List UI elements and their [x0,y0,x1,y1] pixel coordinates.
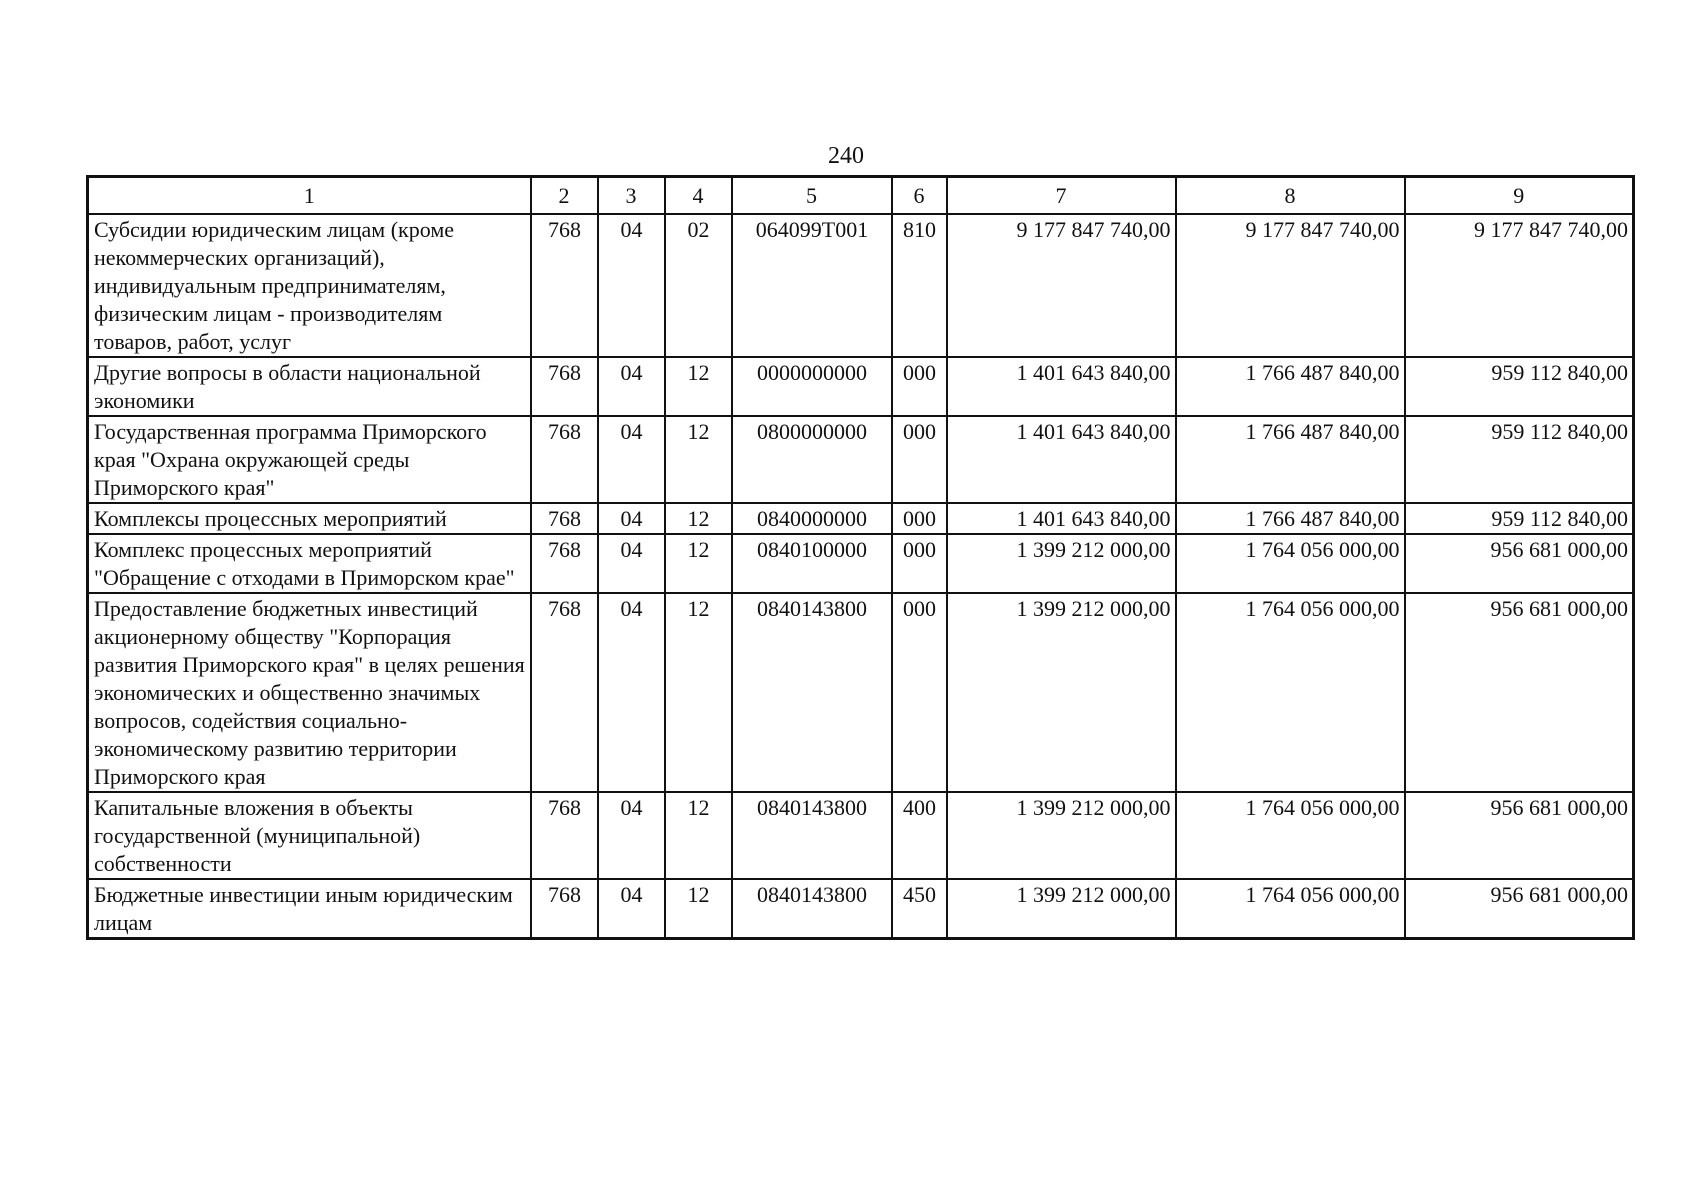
row-name: Бюджетные инвестиции иным юридическим лицам [88,879,531,939]
column-header-5: 5 [732,177,892,215]
row-code-4: 12 [665,357,732,416]
row-code-2: 768 [531,593,598,792]
row-code-6: 000 [892,503,947,534]
row-amount-8: 1 766 487 840,00 [1176,503,1405,534]
row-code-4: 12 [665,593,732,792]
row-amount-7: 1 399 212 000,00 [947,593,1176,792]
row-name: Предоставление бюджетных инвестиций акционерному обществу "Корпорация развития Приморского края" в целях решения экономических и общественно значимых вопросов, содействия социально-экономическому развитию территории Приморского края [88,593,531,792]
row-code-6: 000 [892,357,947,416]
row-code-6: 000 [892,534,947,593]
table-row [88,534,1634,593]
column-header-6: 6 [892,177,947,215]
row-code-4: 02 [665,214,732,357]
row-code-2: 768 [531,503,598,534]
table-row [88,416,1634,503]
row-code-3: 04 [598,214,665,357]
column-header-2: 2 [531,177,598,215]
row-code-5: 0840143800 [732,792,892,879]
row-amount-8: 1 764 056 000,00 [1176,792,1405,879]
column-header-1: 1 [88,177,531,215]
table-row [88,792,1634,879]
row-amount-9: 956 681 000,00 [1405,792,1634,879]
row-code-5: 0840143800 [732,879,892,939]
row-amount-8: 1 764 056 000,00 [1176,534,1405,593]
row-code-2: 768 [531,214,598,357]
row-code-2: 768 [531,792,598,879]
row-code-6: 400 [892,792,947,879]
row-name: Государственная программа Приморского края "Охрана окружающей среды Приморского края" [88,416,531,503]
row-name: Другие вопросы в области национальной экономики [88,357,531,416]
row-name: Капитальные вложения в объекты государственной (муниципальной) собственности [88,792,531,879]
row-amount-8: 1 764 056 000,00 [1176,593,1405,792]
row-code-5: 0840100000 [732,534,892,593]
column-header-7: 7 [947,177,1176,215]
row-name: Субсидии юридическим лицам (кроме некоммерческих организаций), индивидуальным предпринимателям, физическим лицам - производителям товаров, работ, услуг [88,214,531,357]
row-code-2: 768 [531,357,598,416]
table-row [88,214,1634,357]
row-code-6: 000 [892,593,947,792]
row-code-5: 0840000000 [732,503,892,534]
row-amount-7: 1 401 643 840,00 [947,357,1176,416]
row-code-2: 768 [531,879,598,939]
row-code-4: 12 [665,534,732,593]
row-amount-7: 1 399 212 000,00 [947,879,1176,939]
column-header-8: 8 [1176,177,1405,215]
row-code-3: 04 [598,416,665,503]
row-amount-9: 9 177 847 740,00 [1405,214,1634,357]
page-number: 240 [828,143,864,169]
row-code-5: 0840143800 [732,593,892,792]
row-code-6: 000 [892,416,947,503]
row-amount-9: 959 112 840,00 [1405,416,1634,503]
row-code-4: 12 [665,416,732,503]
row-amount-7: 9 177 847 740,00 [947,214,1176,357]
row-name: Комплексы процессных мероприятий [88,503,531,534]
row-amount-8: 1 766 487 840,00 [1176,416,1405,503]
row-code-5: 064099Т001 [732,214,892,357]
table-row [88,879,1634,939]
row-amount-9: 959 112 840,00 [1405,503,1634,534]
budget-table [86,175,1635,940]
table-row [88,593,1634,792]
row-code-4: 12 [665,503,732,534]
row-amount-8: 9 177 847 740,00 [1176,214,1405,357]
row-amount-9: 956 681 000,00 [1405,879,1634,939]
row-amount-9: 956 681 000,00 [1405,593,1634,792]
row-code-3: 04 [598,879,665,939]
row-code-3: 04 [598,792,665,879]
table-row [88,357,1634,416]
table-row [88,503,1634,534]
row-code-3: 04 [598,357,665,416]
row-code-4: 12 [665,879,732,939]
row-name: Комплекс процессных мероприятий "Обращение с отходами в Приморском крае" [88,534,531,593]
row-code-2: 768 [531,416,598,503]
row-amount-8: 1 766 487 840,00 [1176,357,1405,416]
row-amount-7: 1 399 212 000,00 [947,792,1176,879]
column-header-9: 9 [1405,177,1634,215]
column-header-3: 3 [598,177,665,215]
row-code-6: 450 [892,879,947,939]
row-code-5: 0000000000 [732,357,892,416]
row-code-3: 04 [598,593,665,792]
row-code-2: 768 [531,534,598,593]
row-amount-9: 956 681 000,00 [1405,534,1634,593]
row-amount-7: 1 401 643 840,00 [947,416,1176,503]
row-amount-7: 1 399 212 000,00 [947,534,1176,593]
row-code-3: 04 [598,534,665,593]
header-row [88,177,1634,215]
row-amount-8: 1 764 056 000,00 [1176,879,1405,939]
row-amount-7: 1 401 643 840,00 [947,503,1176,534]
row-code-5: 0800000000 [732,416,892,503]
row-code-3: 04 [598,503,665,534]
row-code-6: 810 [892,214,947,357]
column-header-4: 4 [665,177,732,215]
row-amount-9: 959 112 840,00 [1405,357,1634,416]
row-code-4: 12 [665,792,732,879]
